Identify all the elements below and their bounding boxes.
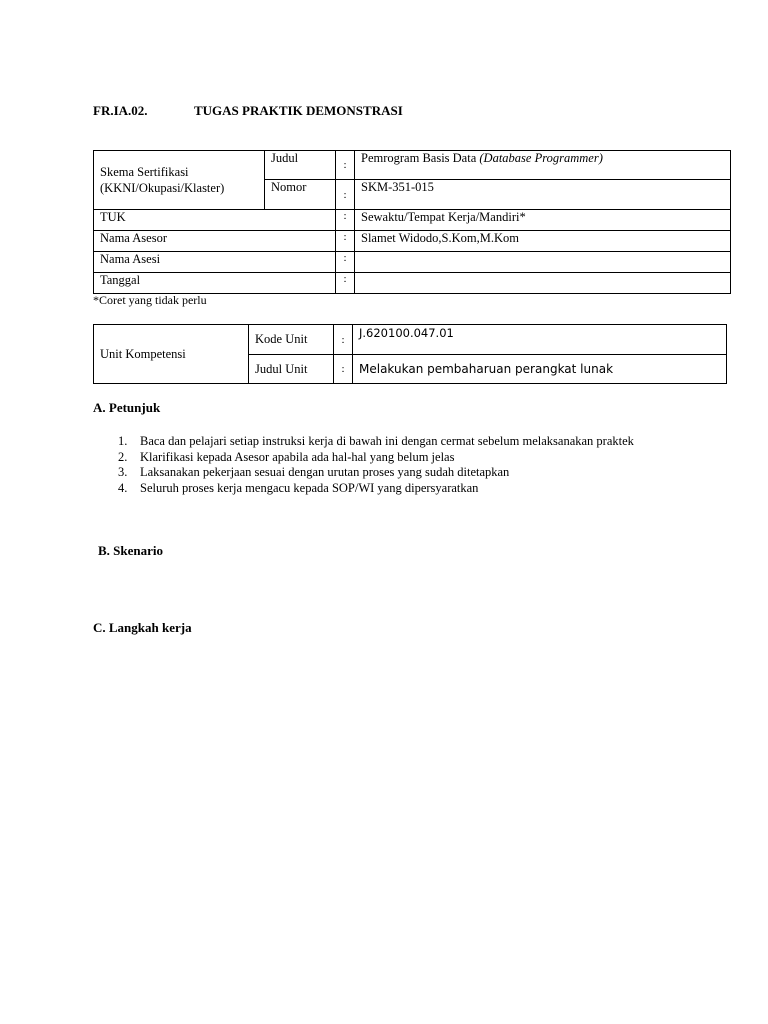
- judul-value-english: (Database Programmer): [479, 151, 603, 165]
- list-number: 4.: [118, 480, 128, 495]
- tanggal-value: [355, 273, 731, 294]
- kode-unit-label: Kode Unit: [249, 325, 334, 355]
- colon: :: [336, 151, 355, 180]
- section-skenario-title: B. Skenario: [98, 543, 164, 558]
- skema-label: Skema Sertifikasi: [100, 165, 189, 179]
- list-text: Laksanakan pekerjaan sesuai dengan urutan proses yang sudah ditetapkan: [140, 465, 510, 479]
- section-langkah-kerja-title: C. Langkah kerja: [93, 620, 192, 635]
- tuk-label: TUK: [94, 210, 336, 231]
- colon: :: [336, 231, 355, 252]
- skema-label-cell: [94, 151, 265, 210]
- colon: :: [336, 252, 355, 273]
- footnote: *Coret yang tidak perlu: [93, 293, 207, 307]
- judul-unit-label: Judul Unit: [249, 355, 334, 384]
- colon: :: [334, 355, 353, 384]
- tuk-value: Sewaktu/Tempat Kerja/Mandiri*: [355, 210, 731, 231]
- unit-label: Unit Kompetensi: [94, 325, 249, 384]
- form-title: TUGAS PRAKTIK DEMONSTRASI: [194, 103, 403, 118]
- asesor-value: Slamet Widodo,S.Kom,M.Kom: [355, 231, 731, 252]
- list-text: Baca dan pelajari setiap instruksi kerja di bawah ini dengan cermat sebelum melaksanakan praktek: [140, 434, 634, 448]
- list-item: [116, 465, 702, 481]
- kode-unit-value: J.620100.047.01: [353, 325, 727, 355]
- asesi-label: Nama Asesi: [94, 252, 336, 273]
- list-item: [116, 434, 702, 450]
- judul-value: Pemrogram Basis Data: [361, 151, 477, 165]
- colon: :: [336, 210, 355, 231]
- skema-sublabel: (KKNI/Okupasi/Klaster): [100, 181, 225, 195]
- section-petunjuk-title: A. Petunjuk: [93, 400, 161, 415]
- list-number: 3.: [118, 465, 128, 479]
- asesor-label: Nama Asesor: [94, 231, 336, 252]
- nomor-value: SKM-351-015: [355, 180, 731, 210]
- list-number: 2.: [118, 449, 128, 464]
- list-item: [116, 450, 702, 466]
- colon: :: [334, 325, 353, 355]
- colon: :: [336, 273, 355, 294]
- list-item: [116, 481, 702, 497]
- unit-table: [93, 324, 727, 384]
- scheme-info-table: [93, 150, 731, 294]
- list-text: Seluruh proses kerja mengacu kepada SOP/WI yang dipersyaratkan: [140, 480, 479, 495]
- form-code: FR.IA.02.: [93, 103, 148, 118]
- petunjuk-list: [116, 434, 702, 496]
- asesi-value: [355, 252, 731, 273]
- list-number: 1.: [118, 434, 128, 448]
- tanggal-label: Tanggal: [94, 273, 336, 294]
- judul-label: Judul: [265, 151, 336, 180]
- list-text: Klarifikasi kepada Asesor apabila ada hal-hal yang belum jelas: [140, 449, 455, 464]
- judul-value-cell: [355, 151, 731, 180]
- nomor-label: Nomor: [265, 180, 336, 210]
- colon: :: [336, 180, 355, 210]
- judul-unit-value: Melakukan pembaharuan perangkat lunak: [353, 355, 727, 384]
